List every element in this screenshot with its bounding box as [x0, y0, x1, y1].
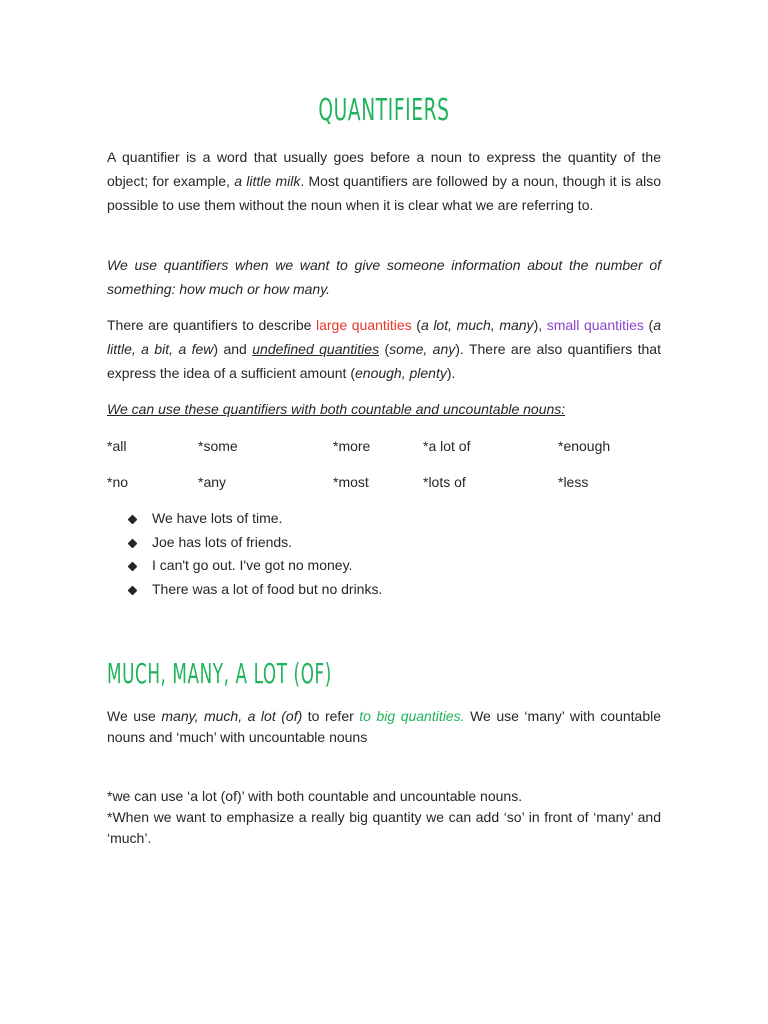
- bullet-icon: [128, 538, 138, 548]
- quantifier-cell: *lots of: [423, 474, 466, 490]
- example-text: We have lots of time.: [152, 510, 283, 526]
- types-paragraph: There are quantifiers to describe large quantities (a lot, much, many), small quantities (a little, a bit, a few) and undefined quantities (some, any). There are also quantifiers that express the idea of a sufficient amount (enough, plenty).: [107, 317, 661, 381]
- quantifier-cell: *less: [558, 474, 589, 490]
- sufficient-examples: enough, plenty: [355, 365, 447, 381]
- both-nouns-heading: We can use these quantifiers with both countable and uncountable nouns:: [107, 401, 566, 417]
- bullet-icon: [128, 515, 138, 525]
- types-intro: There are quantifiers to describe: [107, 317, 312, 333]
- note-a-lot-of: *we can use ‘a lot (of)’ with both countable and uncountable nouns.: [107, 788, 523, 804]
- usage-paragraph: We use quantifiers when we want to give someone information about the number of something: how much or how many.: [107, 257, 661, 297]
- intro-text: A quantifier is a word that usually goes before a noun to express the quantity of the object; for example,: [107, 149, 661, 189]
- quantifier-row: [107, 470, 661, 494]
- example-list: [129, 507, 382, 601]
- example-text: I can't go out. I've got no money.: [152, 557, 353, 573]
- note-emphasize: *When we want to emphasize a really big quantity we can add ‘so’ in front of ‘many’ and ‘much’.: [107, 809, 661, 846]
- list-item: [129, 578, 382, 602]
- large-quantities-examples: a lot, much, many: [420, 317, 534, 333]
- example-text: There was a lot of food but no drinks.: [152, 580, 383, 597]
- small-quantities-label: small quantities: [546, 317, 644, 333]
- much-many-text: We use: [107, 708, 156, 724]
- quantifier-cell: *some: [198, 438, 238, 454]
- quantifier-cell: *enough: [558, 438, 611, 454]
- bullet-icon: [128, 585, 138, 595]
- much-many-mid: to refer: [307, 708, 354, 724]
- page-title: QUANTIFIERS: [318, 93, 450, 128]
- section-heading: MUCH, MANY, A LOT (OF): [107, 657, 332, 690]
- large-quantities-label: large quantities: [316, 317, 412, 333]
- types-sufficient-text: . There are also quantifiers that express the idea of a sufficient amount (: [107, 341, 661, 381]
- list-item: [129, 507, 382, 531]
- types-end: ).: [446, 365, 456, 381]
- bullet-icon: [128, 562, 138, 572]
- small-quantities-examples: a little, a bit, a few: [107, 317, 661, 357]
- big-quantities-label: to big quantities.: [359, 708, 465, 724]
- quantifier-cell: *all: [107, 438, 127, 454]
- undefined-quantities-examples: some, any: [389, 341, 456, 357]
- quantifier-cell: *any: [198, 474, 227, 490]
- intro-text-rest: . Most quantifiers are followed by a noun, though it is also possible to use them without the noun when it is clear what we are referring to.: [107, 173, 662, 213]
- example-text: Joe has lots of friends.: [152, 533, 293, 550]
- quantifier-cell: *most: [333, 474, 369, 490]
- quantifier-cell: *a lot of: [423, 438, 471, 454]
- undefined-quantities-label: undefined quantities: [252, 341, 380, 357]
- types-and: and: [223, 341, 247, 357]
- quantifier-row: [107, 434, 661, 458]
- quantifier-cell: *no: [107, 474, 129, 490]
- much-many-italic: many, much, a lot (of): [161, 708, 303, 724]
- intro-paragraph: [107, 145, 661, 217]
- intro-example: a little milk: [234, 173, 301, 189]
- list-item: [129, 554, 382, 578]
- much-many-rest: We use ‘many’ with countable nouns and ‘much’ with uncountable nouns: [107, 708, 662, 745]
- quantifier-cell: *more: [333, 438, 371, 454]
- much-many-paragraph: [107, 706, 661, 748]
- list-item: [129, 531, 382, 555]
